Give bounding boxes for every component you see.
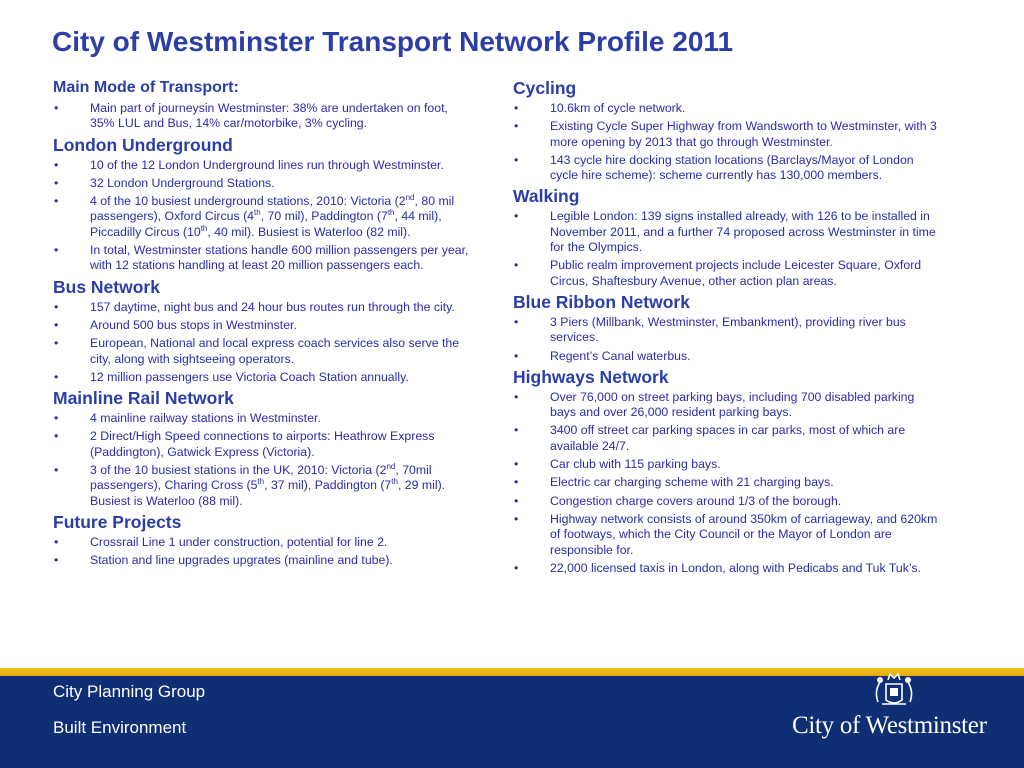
bullet-item: • 4 mainline railway stations in Westminster. <box>53 411 473 426</box>
section-heading: Walking <box>513 186 580 207</box>
bullet-item: • Regent’s Canal waterbus. <box>513 349 943 364</box>
bullet-list <box>513 101 943 183</box>
bullet-list <box>513 209 943 288</box>
section-heading: Mainline Rail Network <box>53 388 234 409</box>
bullet-list <box>53 101 473 132</box>
footer-department-name: Built Environment <box>53 718 187 737</box>
bullet-item: • Around 500 bus stops in Westminster. <box>53 318 473 333</box>
section-heading: Blue Ribbon Network <box>513 291 690 312</box>
westminster-crest-icon <box>866 670 922 710</box>
bullet-item: • 22,000 licensed taxis in London, along with Pedicabs and Tuk Tuk’s. <box>513 561 943 576</box>
bullet-item: • 157 daytime, night bus and 24 hour bus routes run through the city. <box>53 300 473 315</box>
city-of-westminster-logo: City of Westminster <box>792 712 987 739</box>
bullet-item: • 32 London Underground Stations. <box>53 176 473 191</box>
bullet-item: • 3400 off street car parking spaces in car parks, most of which are available 24/7. <box>513 423 943 454</box>
bullet-item: • 10.6km of cycle network. <box>513 101 943 116</box>
bullet-item: • Car club with 115 parking bays. <box>513 457 943 472</box>
bullet-list <box>53 300 473 385</box>
bullet-item: • Electric car charging scheme with 21 charging bays. <box>513 475 943 490</box>
bullet-item: • Crossrail Line 1 under construction, potential for line 2. <box>53 535 473 550</box>
section-heading: Bus Network <box>53 276 160 297</box>
bullet-item: • Highway network consists of around 350km of carriageway, and 620km of footways, which the City Council or the Mayor of London are responsible for. <box>513 512 943 558</box>
left-column <box>53 78 473 572</box>
bullet-item: • Station and line upgrades upgrates (mainline and tube). <box>53 553 473 568</box>
section-heading: Main Mode of Transport: <box>53 79 239 96</box>
bullet-item: • 10 of the 12 London Underground lines run through Westminster. <box>53 158 473 173</box>
bullet-item: • Existing Cycle Super Highway from Wandsworth to Westminster, with 3 more opening by 2013 that go through Westminster. <box>513 119 943 150</box>
bullet-item: • 143 cycle hire docking station locations (Barclays/Mayor of London cycle hire scheme): scheme currently has 130,000 members. <box>513 153 943 184</box>
bullet-item: • 2 Direct/High Speed connections to airports: Heathrow Express (Paddington), Gatwick Express (Victoria). <box>53 429 473 460</box>
bullet-item: • Congestion charge covers around 1/3 of the borough. <box>513 494 943 509</box>
page-title: City of Westminster Transport Network Profile 2011 <box>52 26 734 57</box>
bullet-list <box>53 411 473 509</box>
bullet-item: • 3 Piers (Millbank, Westminster, Embankment), providing river bus services. <box>513 315 943 346</box>
bullet-item: • 12 million passengers use Victoria Coach Station annually. <box>53 370 473 385</box>
section-heading: Highways Network <box>513 366 669 387</box>
right-column <box>513 78 943 579</box>
bullet-item: • 4 of the 10 busiest underground stations, 2010: Victoria (2nd, 80 mil passengers), Oxford Circus (4th, 70 mil), Paddington (7th, 44 mil), Piccadilly Circus (10th, 40 mil). Busiest is Waterloo (82 mil). <box>53 194 473 240</box>
section-heading: Future Projects <box>53 511 182 532</box>
bullet-item: • Public realm improvement projects include Leicester Square, Oxford Circus, Shaftesbury Avenue, other action plan areas. <box>513 258 943 289</box>
section-heading: Cycling <box>513 78 577 98</box>
bullet-list <box>513 315 943 364</box>
footer-bar <box>0 668 1024 768</box>
bullet-list <box>513 390 943 576</box>
bullet-item: • Legible London: 139 signs installed already, with 126 to be installed in November 2011, and a further 74 proposed across Westminster in time for the Olympics. <box>513 209 943 255</box>
bullet-list <box>53 158 473 274</box>
bullet-item: • European, National and local express coach services also serve the city, along with sightseeing operators. <box>53 336 473 367</box>
bullet-item: • In total, Westminster stations handle 600 million passengers per year, with 12 stations handling at least 20 million passengers each. <box>53 243 473 274</box>
section-heading: London Underground <box>53 134 233 155</box>
bullet-item: • 3 of the 10 busiest stations in the UK, 2010: Victoria (2nd, 70mil passengers), Charing Cross (5th, 37 mil), Paddington (7th, 29 mil). Busiest is Waterloo (88 mil). <box>53 463 473 509</box>
bullet-list <box>53 535 473 569</box>
bullet-item: • Over 76,000 on street parking bays, including 700 disabled parking bays and over 26,000 resident parking bays. <box>513 390 943 421</box>
footer-group-name: City Planning Group <box>53 682 206 701</box>
bullet-item: • Main part of journeysin Westminster: 38% are undertaken on foot, 35% LUL and Bus, 14% car/motorbike, 3% cycling. <box>53 101 473 132</box>
